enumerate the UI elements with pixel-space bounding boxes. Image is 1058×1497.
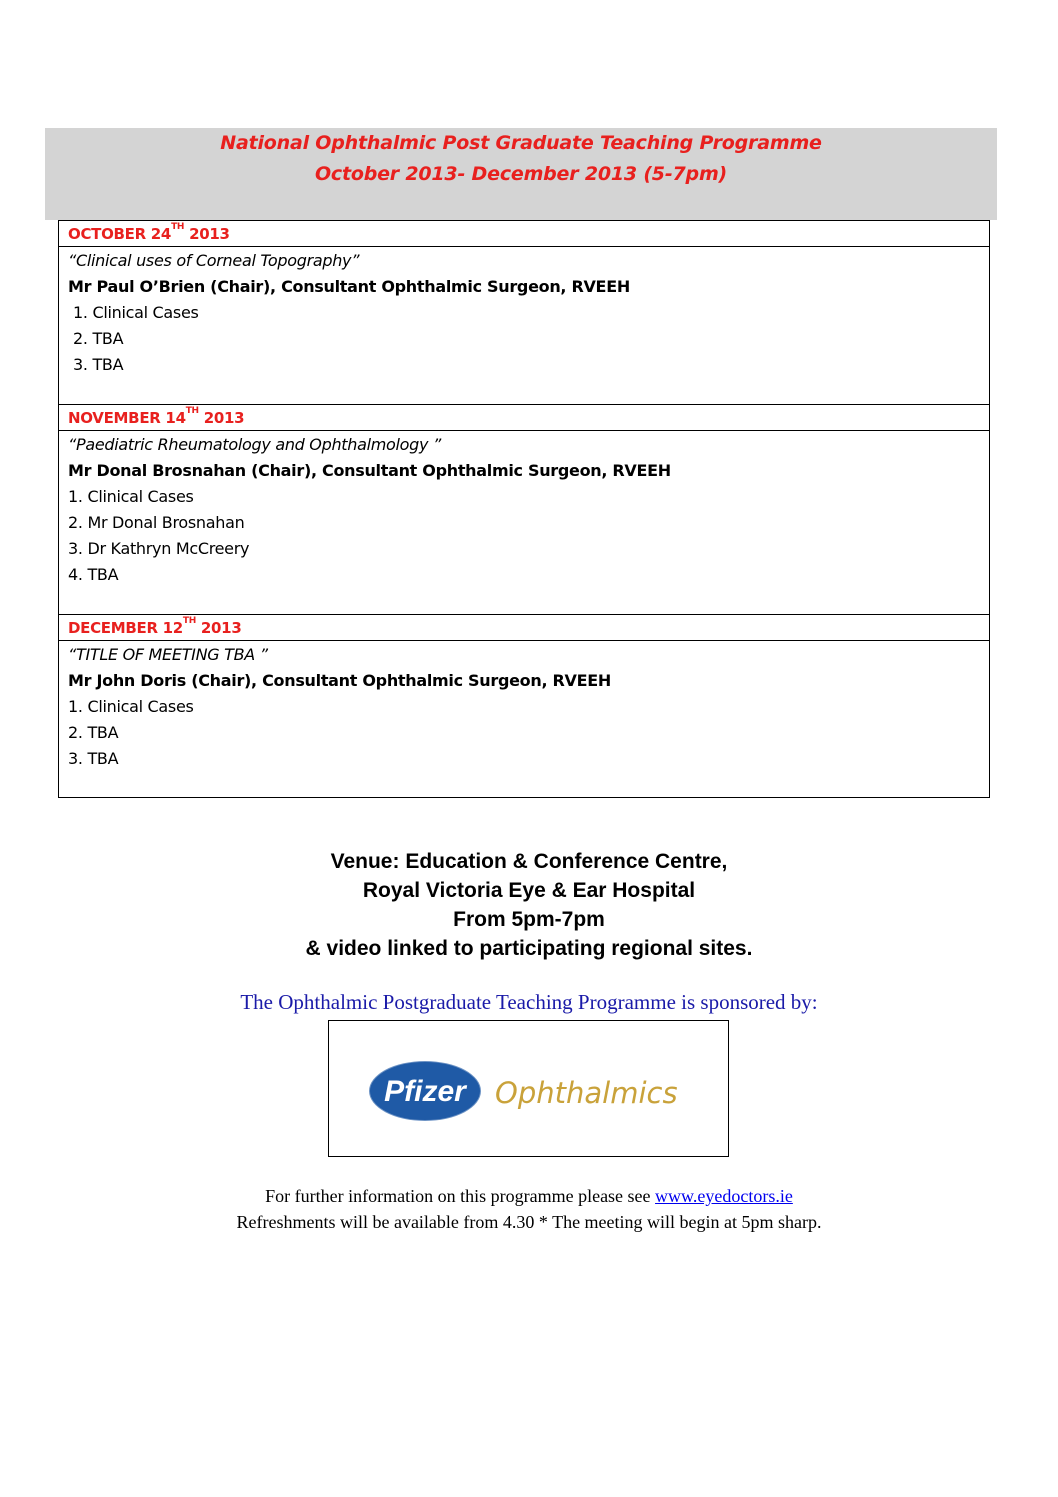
session-chair: Mr Paul O’Brien (Chair), Consultant Ophthalmic Surgeon, RVEEH bbox=[68, 277, 630, 296]
session-chair: Mr Donal Brosnahan (Chair), Consultant Ophthalmic Surgeon, RVEEH bbox=[68, 461, 671, 480]
session-title: “Paediatric Rheumatology and Ophthalmology ” bbox=[68, 435, 441, 454]
venue-video-link: & video linked to participating regional sites. bbox=[305, 937, 753, 960]
further-info: For further information on this programme please see www.eyedoctors.ie bbox=[265, 1186, 793, 1206]
list-item: 3. TBA bbox=[68, 749, 119, 768]
session-chair: Mr John Doris (Chair), Consultant Ophthalmic Surgeon, RVEEH bbox=[68, 671, 611, 690]
sponsor-logo bbox=[328, 1020, 729, 1157]
header-band bbox=[45, 128, 997, 220]
list-item: 1. Clinical Cases bbox=[68, 697, 194, 716]
session-date: OCTOBER 24TH 2013 bbox=[68, 222, 230, 243]
list-item: 3. TBA bbox=[73, 355, 124, 374]
list-item: 2. TBA bbox=[68, 723, 119, 742]
session-date-row bbox=[59, 614, 989, 641]
venue-line: Venue: Education & Conference Centre, bbox=[330, 850, 728, 873]
programme-title: National Ophthalmic Post Graduate Teaching Programme bbox=[220, 132, 822, 154]
session-date: DECEMBER 12TH 2013 bbox=[68, 616, 242, 637]
session-date-row bbox=[59, 404, 989, 431]
session-title: “Clinical uses of Corneal Topography” bbox=[68, 251, 360, 270]
schedule-table bbox=[58, 220, 990, 798]
list-item: 3. Dr Kathryn McCreery bbox=[68, 539, 250, 558]
list-item: 1. Clinical Cases bbox=[73, 303, 199, 322]
list-item: 1. Clinical Cases bbox=[68, 487, 194, 506]
session-date-row bbox=[59, 221, 989, 247]
sponsor-text: The Ophthalmic Postgraduate Teaching Programme is sponsored by: bbox=[240, 990, 818, 1014]
list-item: 4. TBA bbox=[68, 565, 119, 584]
list-item: 2. Mr Donal Brosnahan bbox=[68, 513, 245, 532]
session-title: “TITLE OF MEETING TBA ” bbox=[68, 645, 268, 664]
eyedoctors-link[interactable]: www.eyedoctors.ie bbox=[655, 1186, 793, 1206]
pfizer-ophthalmics-logo bbox=[329, 1021, 728, 1156]
pfizer-wordmark: Pfizer bbox=[384, 1075, 466, 1108]
session-date: NOVEMBER 14TH 2013 bbox=[68, 406, 245, 427]
programme-dates: October 2013- December 2013 (5-7pm) bbox=[314, 163, 728, 185]
refreshments-note: Refreshments will be available from 4.30 * The meeting will begin at 5pm sharp. bbox=[236, 1212, 822, 1232]
venue-time: From 5pm-7pm bbox=[453, 908, 605, 931]
venue-hospital: Royal Victoria Eye & Ear Hospital bbox=[362, 879, 696, 902]
ophthalmics-wordmark: Ophthalmics bbox=[495, 1076, 678, 1110]
list-item: 2. TBA bbox=[73, 329, 124, 348]
